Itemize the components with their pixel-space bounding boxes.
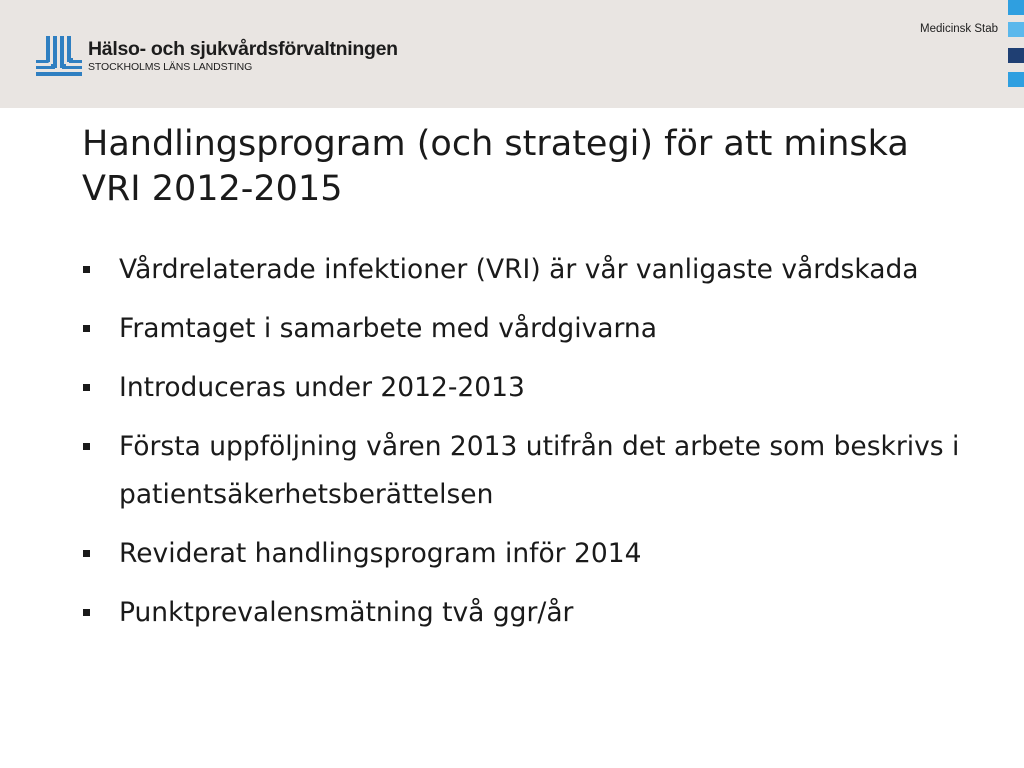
- list-item-text: Introduceras under 2012-2013: [119, 372, 525, 403]
- accent-block: [1008, 0, 1024, 15]
- accent-color-blocks: [1008, 0, 1024, 96]
- list-item: [82, 530, 962, 578]
- list-item-text: Första uppföljning våren 2013 utifrån det arbete som beskrivs i patientsäkerhetsberättelsen: [119, 431, 960, 510]
- list-item: [82, 305, 962, 353]
- bullet-square-icon: [83, 443, 90, 450]
- bullet-square-icon: [83, 325, 90, 332]
- organization-logo: [36, 36, 436, 76]
- accent-block: [1008, 22, 1024, 37]
- bullet-square-icon: [83, 384, 90, 391]
- header-band: [0, 0, 1024, 108]
- list-item-text: Punktprevalensmätning två ggr/år: [119, 597, 574, 628]
- bullet-square-icon: [83, 609, 90, 616]
- logo-mark-icon: [36, 36, 82, 76]
- list-item-text: Vårdrelaterade infektioner (VRI) är vår vanligaste vårdskada: [119, 254, 919, 285]
- list-item: [82, 589, 962, 637]
- slide-title: Handlingsprogram (och strategi) för att minska VRI 2012-2015: [82, 124, 909, 209]
- list-item: [82, 246, 962, 294]
- bullet-square-icon: [83, 550, 90, 557]
- logo-subtitle: STOCKHOLMS LÄNS LANDSTING: [88, 61, 253, 73]
- accent-block: [1008, 48, 1024, 63]
- list-item: [82, 423, 962, 519]
- list-item-text: Reviderat handlingsprogram inför 2014: [119, 538, 642, 569]
- list-item-text: Framtaget i samarbete med vårdgivarna: [119, 313, 657, 344]
- bullet-list: [82, 246, 962, 648]
- logo-name: Hälso- och sjukvårdsförvaltningen: [88, 38, 398, 60]
- bullet-square-icon: [83, 266, 90, 273]
- list-item: [82, 364, 962, 412]
- department-label: Medicinsk Stab: [920, 23, 998, 35]
- accent-block: [1008, 72, 1024, 87]
